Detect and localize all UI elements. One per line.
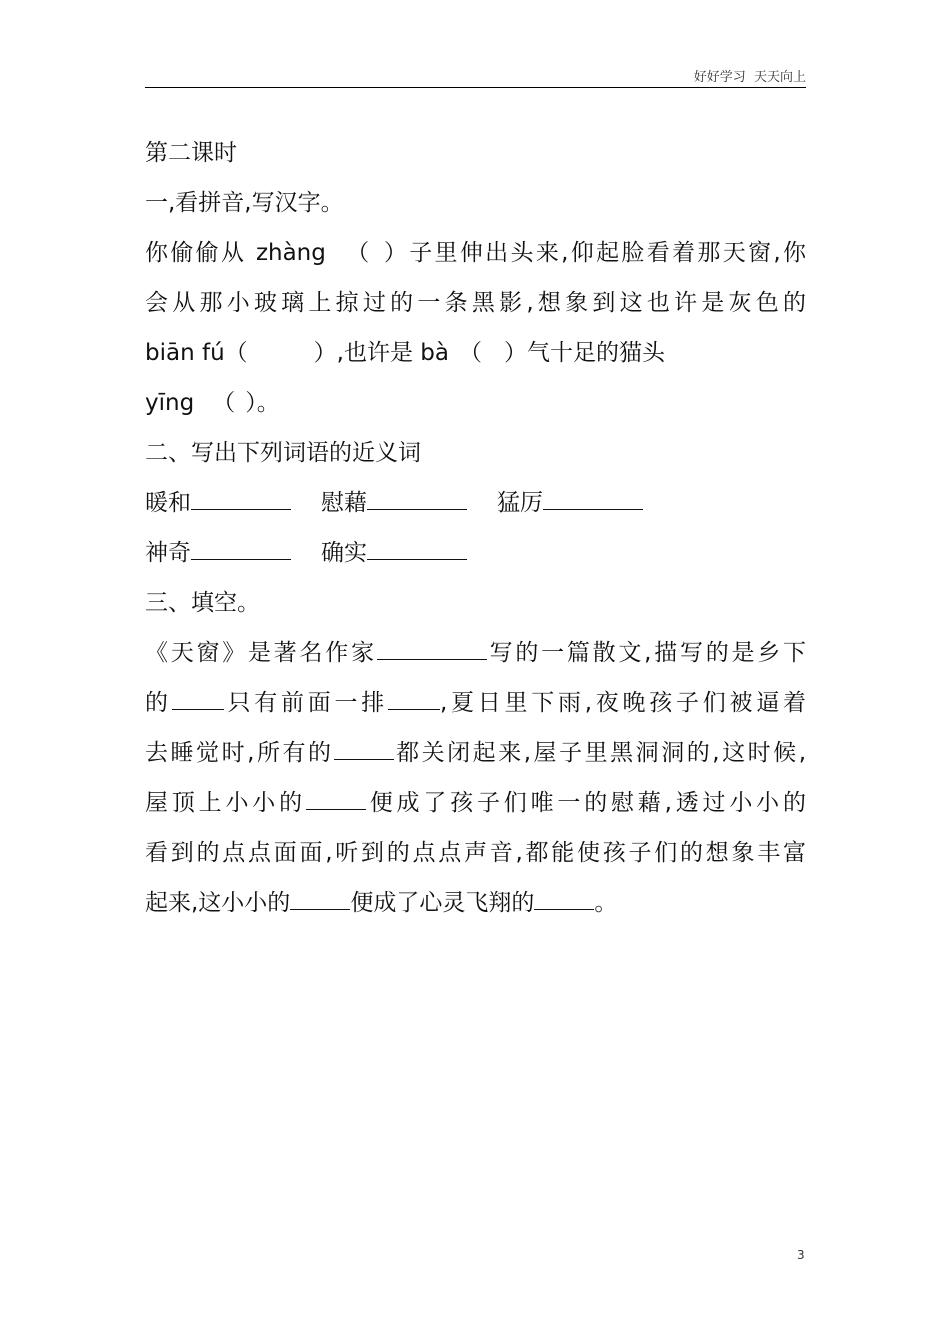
text-segment: 《天窗》是著名作家 xyxy=(145,640,377,666)
answer-blank[interactable] xyxy=(377,658,487,660)
paren-open: （ xyxy=(458,340,482,366)
section1-line-2: 会从那小玻璃上掠过的一条黑影,想象到这也许是灰色的 xyxy=(145,290,806,316)
word-label: 慰藉 xyxy=(321,490,367,516)
answer-blank[interactable] xyxy=(388,708,440,710)
page-number: 3 xyxy=(797,1248,805,1262)
text-segment: 起来,这小小的 xyxy=(145,890,291,916)
text-segment: 屋顶上小小的 xyxy=(145,790,306,816)
text-segment: 只有前面一排 xyxy=(223,690,388,716)
section3-title: 三、填空。 xyxy=(145,590,260,616)
section2-row-2 xyxy=(145,528,806,578)
section3-line-4 xyxy=(145,778,806,828)
section1-line-1 xyxy=(145,228,806,278)
text-segment: 便成了孩子们唯一的慰藉,透过小小的 xyxy=(365,790,806,816)
paren-close: ） xyxy=(381,240,410,266)
answer-blank[interactable] xyxy=(191,558,291,560)
section1-title: 一,看拼音,写汉字。 xyxy=(145,190,344,216)
text-segment: 。 xyxy=(594,890,618,916)
text-segment: 的 xyxy=(145,690,172,716)
lesson-title: 第二课时 xyxy=(145,140,237,166)
paren-open: （ xyxy=(224,340,248,366)
text-segment: ,夏日里下雨,夜晚孩子们被逼着 xyxy=(439,690,807,716)
header-motto: 好好学习 天天向上 xyxy=(693,70,806,85)
word-label: 猛厉 xyxy=(497,490,543,516)
paren-close: ） xyxy=(313,340,337,366)
section1-line-4 xyxy=(145,378,806,428)
answer-blank[interactable] xyxy=(534,908,594,910)
page-header xyxy=(145,66,806,88)
answer-blank[interactable] xyxy=(367,508,467,510)
answer-blank[interactable] xyxy=(290,908,350,910)
section2-title: 二、写出下列词语的近义词 xyxy=(145,440,421,466)
text-segment: 你偷偷从 zhàng xyxy=(145,240,326,266)
section3-line-1 xyxy=(145,628,806,678)
word-label: 神奇 xyxy=(145,540,191,566)
text-segment: 子里伸出头来,仰起脸看着那天窗,你 xyxy=(409,240,807,266)
word-label: 确实 xyxy=(321,540,367,566)
section3-line-3 xyxy=(145,728,806,778)
text-segment: 。 xyxy=(256,390,280,416)
text-segment: 都关闭起来,屋子里黑洞洞的,这时候, xyxy=(393,740,806,766)
word-label: 暖和 xyxy=(145,490,191,516)
section3-line-6 xyxy=(145,878,806,928)
section3-line-2 xyxy=(145,678,806,728)
answer-blank[interactable] xyxy=(191,508,291,510)
answer-blank[interactable] xyxy=(306,808,366,810)
answer-blank[interactable] xyxy=(334,758,394,760)
paren-close: ） xyxy=(245,390,257,416)
paren-open: （ xyxy=(343,240,372,266)
text-segment: ,也许是 bà xyxy=(336,340,449,366)
answer-blank[interactable] xyxy=(172,708,224,710)
text-segment: 写的一篇散文,描写的是乡下 xyxy=(486,640,807,666)
document-body xyxy=(145,128,806,928)
paren-close: ） xyxy=(503,340,527,366)
section2-row-1 xyxy=(145,478,806,528)
answer-blank[interactable] xyxy=(543,508,643,510)
text-segment: biān fú xyxy=(145,340,225,366)
paren-open: （ xyxy=(212,390,236,416)
section1-line-3 xyxy=(145,328,806,378)
text-segment: 气十足的猫头 xyxy=(526,340,665,366)
text-segment: yīng xyxy=(145,390,195,416)
text-segment: 便成了心灵飞翔的 xyxy=(350,890,535,916)
section3-line-5: 看到的点点面面,听到的点点声音,都能使孩子们的想象丰富 xyxy=(145,840,806,866)
answer-blank[interactable] xyxy=(367,558,467,560)
text-segment: 去睡觉时,所有的 xyxy=(145,740,334,766)
